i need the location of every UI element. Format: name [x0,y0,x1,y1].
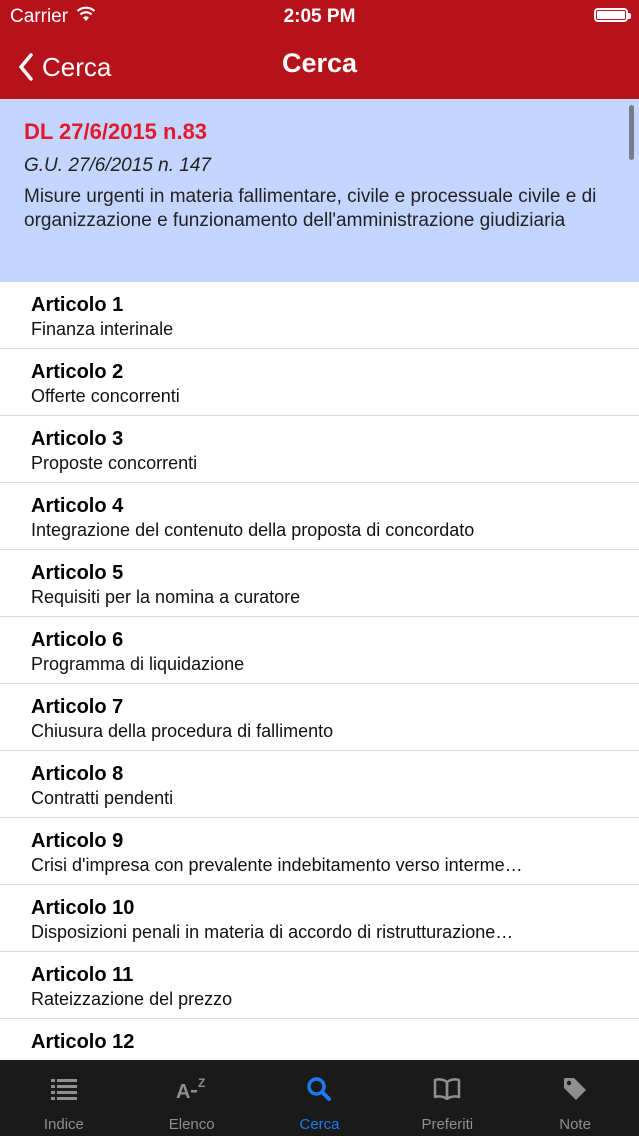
list-item[interactable] [0,617,639,684]
svg-text:Z: Z [197,1076,206,1090]
article-subtitle: Finanza interinale [31,319,174,339]
article-subtitle: Crisi d'impresa con prevalente indebitamento verso interme… [31,855,523,875]
article-subtitle: Requisiti per la nomina a curatore [31,587,301,607]
article-title: Articolo 9 [31,830,124,852]
article-title: Articolo 10 [31,897,135,919]
top-bar [0,0,639,99]
list-item[interactable] [0,751,639,818]
az-sort-icon [128,1074,256,1104]
carrier-label: Carrier [10,6,69,27]
status-bar [0,0,639,34]
tab-label: Note [559,1116,591,1133]
article-title: Articolo 4 [31,495,124,517]
article-subtitle: Rateizzazione del prezzo [31,989,233,1009]
article-title: Articolo 11 [31,964,134,986]
article-subtitle: Proposte concorrenti [31,453,198,473]
article-subtitle: Chiusura della procedura di fallimento [31,721,334,741]
list-item[interactable] [0,885,639,952]
article-subtitle: Disposizioni penali in materia di accordo di ristrutturazione… [31,922,514,942]
article-subtitle: Integrazione del contenuto della proposta di concordato [31,520,475,540]
article-title: Articolo 2 [31,361,124,383]
article-title: Articolo 7 [31,696,124,718]
tab-label: Preferiti [421,1116,474,1133]
list-item[interactable] [0,952,639,1019]
list-item[interactable] [0,416,639,483]
list-item[interactable] [0,282,639,349]
tag-icon [511,1074,639,1104]
decree-description: Misure urgenti in materia fallimentare, civile e processuale civile e di organizzazione e funzionamento dell'amministrazione giudiziaria [24,186,597,231]
article-title: Articolo 8 [31,763,124,785]
list-item[interactable] [0,818,639,885]
article-list [0,282,639,1060]
scrollbar[interactable] [629,105,634,160]
article-title: Articolo 6 [31,629,124,651]
article-title: Articolo 12 [31,1031,135,1053]
gazette-reference: G.U. 27/6/2015 n. 147 [24,155,211,176]
tab-note[interactable] [511,1060,639,1136]
status-time: 2:05 PM [283,6,356,27]
article-subtitle: Contratti pendenti [31,788,174,808]
tab-label: Elenco [168,1116,215,1133]
decree-header [0,99,639,282]
list-item[interactable] [0,1019,639,1060]
article-subtitle: Offerte concorrenti [31,386,180,406]
article-subtitle: Programma di liquidazione [31,654,245,674]
tab-elenco[interactable] [128,1060,256,1136]
tab-bar [0,1060,639,1136]
battery-icon [594,8,628,22]
list-icon [0,1074,128,1104]
navigation-bar [0,34,639,99]
list-item[interactable] [0,684,639,751]
tab-cerca[interactable] [256,1060,384,1136]
list-item[interactable] [0,483,639,550]
svg-text:A: A [175,1081,191,1102]
list-item[interactable] [0,550,639,617]
article-title: Articolo 3 [31,428,124,450]
article-title: Articolo 5 [31,562,124,584]
list-item[interactable] [0,349,639,416]
book-icon [383,1074,511,1104]
article-title: Articolo 1 [31,294,124,316]
tab-indice[interactable] [0,1060,128,1136]
back-button-label: Cerca [42,51,112,82]
tab-label: Indice [43,1116,84,1133]
tab-label: Cerca [299,1116,340,1133]
decree-code: DL 27/6/2015 n.83 [24,119,208,144]
tab-preferiti[interactable] [383,1060,511,1136]
search-icon [256,1074,384,1104]
page-title: Cerca [281,48,358,78]
